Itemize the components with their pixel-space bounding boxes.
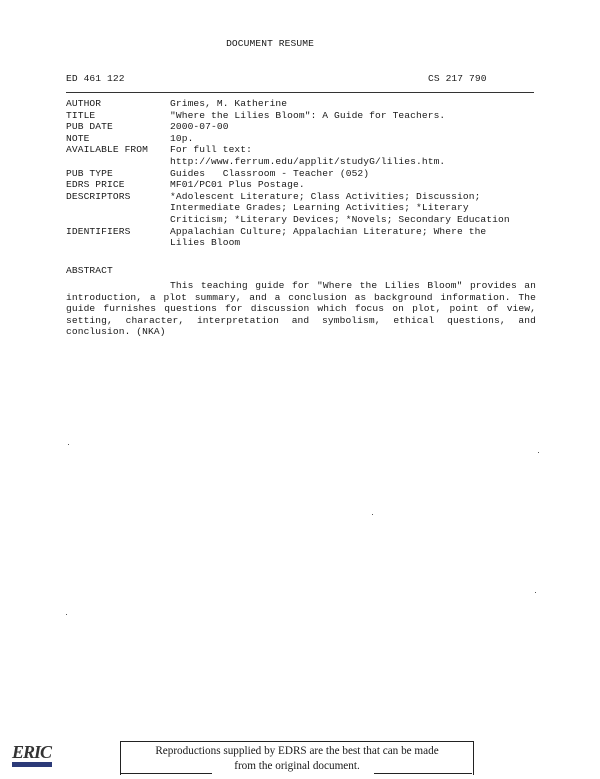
- eric-logo: [12, 742, 52, 770]
- field-row-edrs-price: [66, 179, 536, 191]
- field-value: Appalachian Culture; Appalachian Literature; Where the Lilies Bloom: [170, 225, 487, 249]
- eric-logo-text: ERIC: [12, 742, 52, 762]
- reproduction-notice: [120, 741, 474, 775]
- abstract-text: This teaching guide for "Where the Lilies Bloom" provides an introduction, a plot summary, and a conclusion as background information. The guide furnishes questions for discussion which focus on plot, point of view, setting, character, interpretation and symbolism, ethical questions, and conclusion. (NKA): [66, 280, 536, 338]
- reproduction-notice-line2: from the original document.: [234, 760, 360, 772]
- field-value: MF01/PC01 Plus Postage.: [170, 179, 305, 191]
- header-divider: [66, 92, 534, 93]
- abstract-label: ABSTRACT: [66, 265, 113, 276]
- field-label: AVAILABLE FROM: [66, 144, 149, 156]
- field-row-pub-type: [66, 168, 536, 180]
- field-row-descriptors: [66, 191, 536, 226]
- field-value: Guides Classroom - Teacher (052): [170, 167, 370, 179]
- field-value: For full text: http://www.ferrum.edu/applit/studyG/lilies.htm.: [170, 144, 446, 167]
- field-label: IDENTIFIERS: [66, 225, 131, 237]
- field-value: "Where the Lilies Bloom": A Guide for Teachers.: [170, 109, 446, 121]
- field-row-available-from: [66, 144, 536, 167]
- field-label: PUB DATE: [66, 121, 113, 133]
- scan-speck: [68, 444, 69, 445]
- scan-speck: [538, 452, 539, 453]
- field-value: 10p.: [170, 132, 194, 144]
- field-row-author: [66, 98, 536, 110]
- field-label: NOTE: [66, 132, 90, 144]
- field-label: DESCRIPTORS: [66, 190, 131, 202]
- reproduction-notice-line1: Reproductions supplied by EDRS are the best that can be made: [155, 745, 439, 757]
- field-row-title: [66, 110, 536, 122]
- cs-number: CS 217 790: [428, 73, 487, 84]
- field-row-identifiers: [66, 226, 536, 249]
- ed-number: ED 461 122: [66, 73, 125, 84]
- field-row-note: [66, 133, 536, 145]
- field-row-pub-date: [66, 121, 536, 133]
- field-value: 2000-07-00: [170, 121, 229, 133]
- field-label: TITLE: [66, 109, 96, 121]
- metadata-fields: [66, 98, 536, 249]
- field-value: *Adolescent Literature; Class Activities; Discussion; Intermediate Grades; Learning Activities; *Literary Criticism; *Literary Devices; *Novels; Secondary Education: [170, 190, 510, 225]
- field-label: PUB TYPE: [66, 167, 113, 179]
- scan-speck: [66, 614, 67, 615]
- field-value: Grimes, M. Katherine: [170, 98, 288, 109]
- notice-underline-right: [374, 773, 472, 774]
- document-title: DOCUMENT RESUME: [226, 38, 314, 49]
- field-label: EDRS PRICE: [66, 179, 125, 191]
- scan-speck: [372, 514, 373, 515]
- scan-speck: [535, 592, 536, 593]
- notice-underline-left: [120, 773, 212, 774]
- field-label: AUTHOR: [66, 98, 102, 109]
- eric-logo-bar: [12, 762, 52, 767]
